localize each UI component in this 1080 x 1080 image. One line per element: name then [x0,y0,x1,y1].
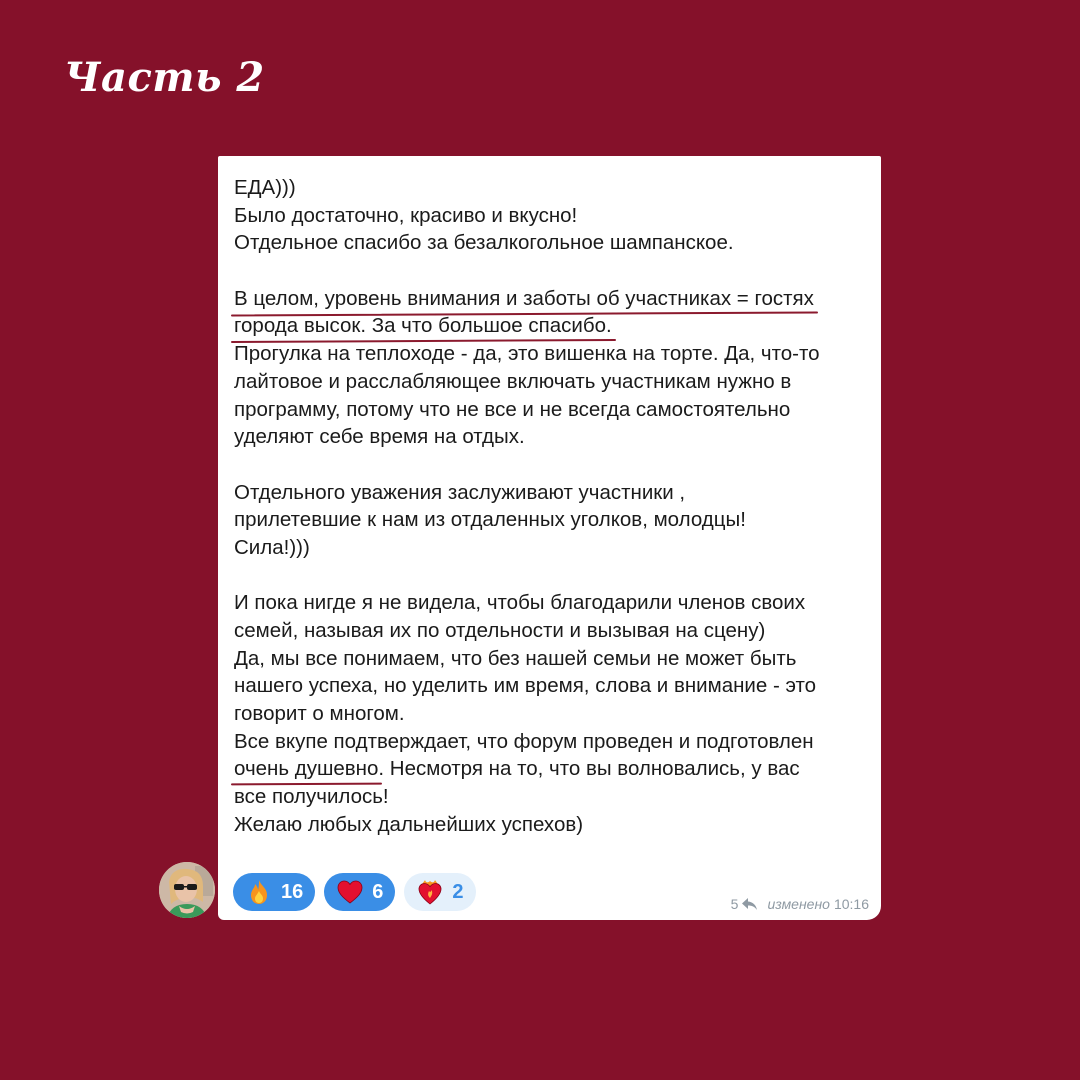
reaction-count: 16 [281,880,304,903]
avatar[interactable] [159,862,215,918]
message-text-rest: . Несмотря на то, что вы волновались, у вас [378,757,800,781]
message-line: Отдельного уважения заслуживают участники , [234,480,686,504]
edited-label: изменено [767,896,830,912]
reply-arrow-icon[interactable] [742,898,757,910]
message-line: уделяют себе время на отдых. [234,425,525,449]
message-text-underlined: очень душевно [234,757,379,781]
message-line: Было достаточно, красиво и вкусно! [234,203,578,227]
red-heart-emoji-icon [336,878,364,906]
message-line: Сила!))) [234,535,310,559]
message-line [234,755,871,783]
message-line: Желаю любых дальнейших успехов) [234,812,584,836]
message-line [234,257,871,285]
message-bubble[interactable] [218,156,881,920]
message-line-underlined-wrap [234,285,871,313]
message-line: Все вкупе подтверждает, что форум проведен и подготовлен [234,729,814,753]
message-line: прилетевшие к нам из отдаленных уголков, молодцы! [234,508,746,532]
message-line [234,562,871,590]
heart-on-fire-emoji-icon [416,878,444,906]
message-text [234,174,871,839]
message-line: нашего успеха, но уделить им время, слова и внимание - это [234,674,817,698]
message-line: Да, мы все понимаем, что без нашей семьи не может быть [234,646,797,670]
reply-count[interactable]: 5 [730,896,739,912]
reactions-bar [233,873,476,911]
message-line [234,451,871,479]
fire-emoji-icon [245,878,273,906]
reaction-heart[interactable] [324,873,395,911]
avatar-photo-icon [159,862,215,918]
page-title: Часть 2 [64,54,265,101]
message-time: 10:16 [833,896,869,912]
message-line: программу, потому что не все и не всегда самостоятельно [234,397,791,421]
message-line-underlined: В целом, уровень внимания и заботы об участниках = гостях [234,286,814,310]
reaction-count: 2 [452,880,464,903]
message-line: семей, называя их по отдельности и вызывая на сцену) [234,619,766,642]
message-line-underlined-wrap [234,312,871,340]
message-line: лайтовое и расслабляющее включать участникам нужно в [234,369,792,393]
message-line: говорит о многом. [234,702,405,726]
message-line: ЕДА))) [234,176,296,199]
reaction-fire[interactable] [233,873,315,911]
reaction-count: 6 [372,880,384,903]
message-meta [731,896,869,912]
message-line: Прогулка на теплоходе - да, это вишенка на торте. Да, что-то [234,342,820,366]
message-line-underlined: города высок. За что большое спасибо. [234,314,612,338]
reaction-heart-on-fire[interactable] [404,873,475,911]
message-line: все получилось! [234,785,389,809]
message-line: Отдельное спасибо за безалкогольное шампанское. [234,231,734,255]
message-line: И пока нигде я не видела, чтобы благодарили членов своих [234,591,806,615]
